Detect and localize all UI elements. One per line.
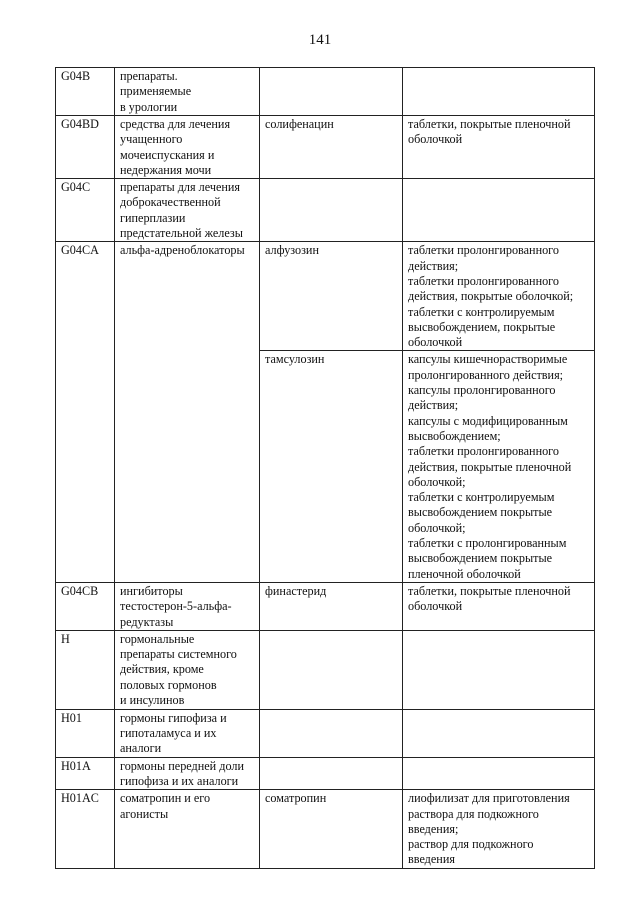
dosage-form (403, 68, 595, 116)
atc-code: H01 (56, 709, 115, 757)
substance-name (260, 709, 403, 757)
dosage-form: таблетки пролонгированного действия; таблетки пролонгированного действия, покрытые оболочкой; таблетки с контролируемым высвобождением, покрытые оболочкой (403, 242, 595, 351)
substance-name: алфузозин (260, 242, 403, 351)
table-row (56, 582, 595, 630)
table-row (56, 68, 595, 116)
table-row (56, 757, 595, 790)
group-name: препараты для лечения доброкачественной гиперплазии предстательной железы (115, 179, 260, 242)
drug-table (55, 67, 595, 869)
table-row (56, 630, 595, 709)
substance-name (260, 179, 403, 242)
substance-name: финастерид (260, 582, 403, 630)
dosage-form: лиофилизат для приготовления раствора для подкожного введения; раствор для подкожного введения (403, 790, 595, 868)
atc-code: G04CA (56, 242, 115, 583)
dosage-form (403, 709, 595, 757)
table-row (56, 242, 595, 351)
atc-code: G04BD (56, 116, 115, 179)
atc-code: G04C (56, 179, 115, 242)
substance-name: тамсулозин (260, 351, 403, 582)
dosage-form: капсулы кишечнорастворимые пролонгированного действия; капсулы пролонгированного действия; капсулы с модифицированным высвобождением; таблетки пролонгированного действия, покрытые пленочной оболочкой; таблетки с контролируемым высвобождением покрытые оболочкой; таблетки с пролонгированным высвобождением покрытые пленочной оболочкой (403, 351, 595, 582)
atc-code: H (56, 630, 115, 709)
dosage-form: таблетки, покрытые пленочной оболочкой (403, 116, 595, 179)
page-number: 141 (308, 32, 332, 48)
group-name: препараты. применяемые в урологии (115, 68, 260, 116)
group-name: средства для лечения учащенного мочеиспускания и недержания мочи (115, 116, 260, 179)
table-row (56, 179, 595, 242)
substance-name (260, 757, 403, 790)
table-row (56, 116, 595, 179)
atc-code: G04B (56, 68, 115, 116)
dosage-form (403, 630, 595, 709)
substance-name: солифенацин (260, 116, 403, 179)
table-row (56, 709, 595, 757)
table-row (56, 790, 595, 868)
group-name: ингибиторы тестостерон-5-альфа- редуктазы (115, 582, 260, 630)
group-name: гормоны передней доли гипофиза и их аналоги (115, 757, 260, 790)
atc-code: H01AC (56, 790, 115, 868)
dosage-form: таблетки, покрытые пленочной оболочкой (403, 582, 595, 630)
substance-name: соматропин (260, 790, 403, 868)
substance-name (260, 630, 403, 709)
substance-name (260, 68, 403, 116)
group-name: альфа-адреноблокаторы (115, 242, 260, 583)
group-name: соматропин и его агонисты (115, 790, 260, 868)
atc-code: H01A (56, 757, 115, 790)
group-name: гормональные препараты системного действия, кроме половых гормонов и инсулинов (115, 630, 260, 709)
group-name: гормоны гипофиза и гипоталамуса и их аналоги (115, 709, 260, 757)
atc-code: G04CB (56, 582, 115, 630)
dosage-form (403, 179, 595, 242)
dosage-form (403, 757, 595, 790)
